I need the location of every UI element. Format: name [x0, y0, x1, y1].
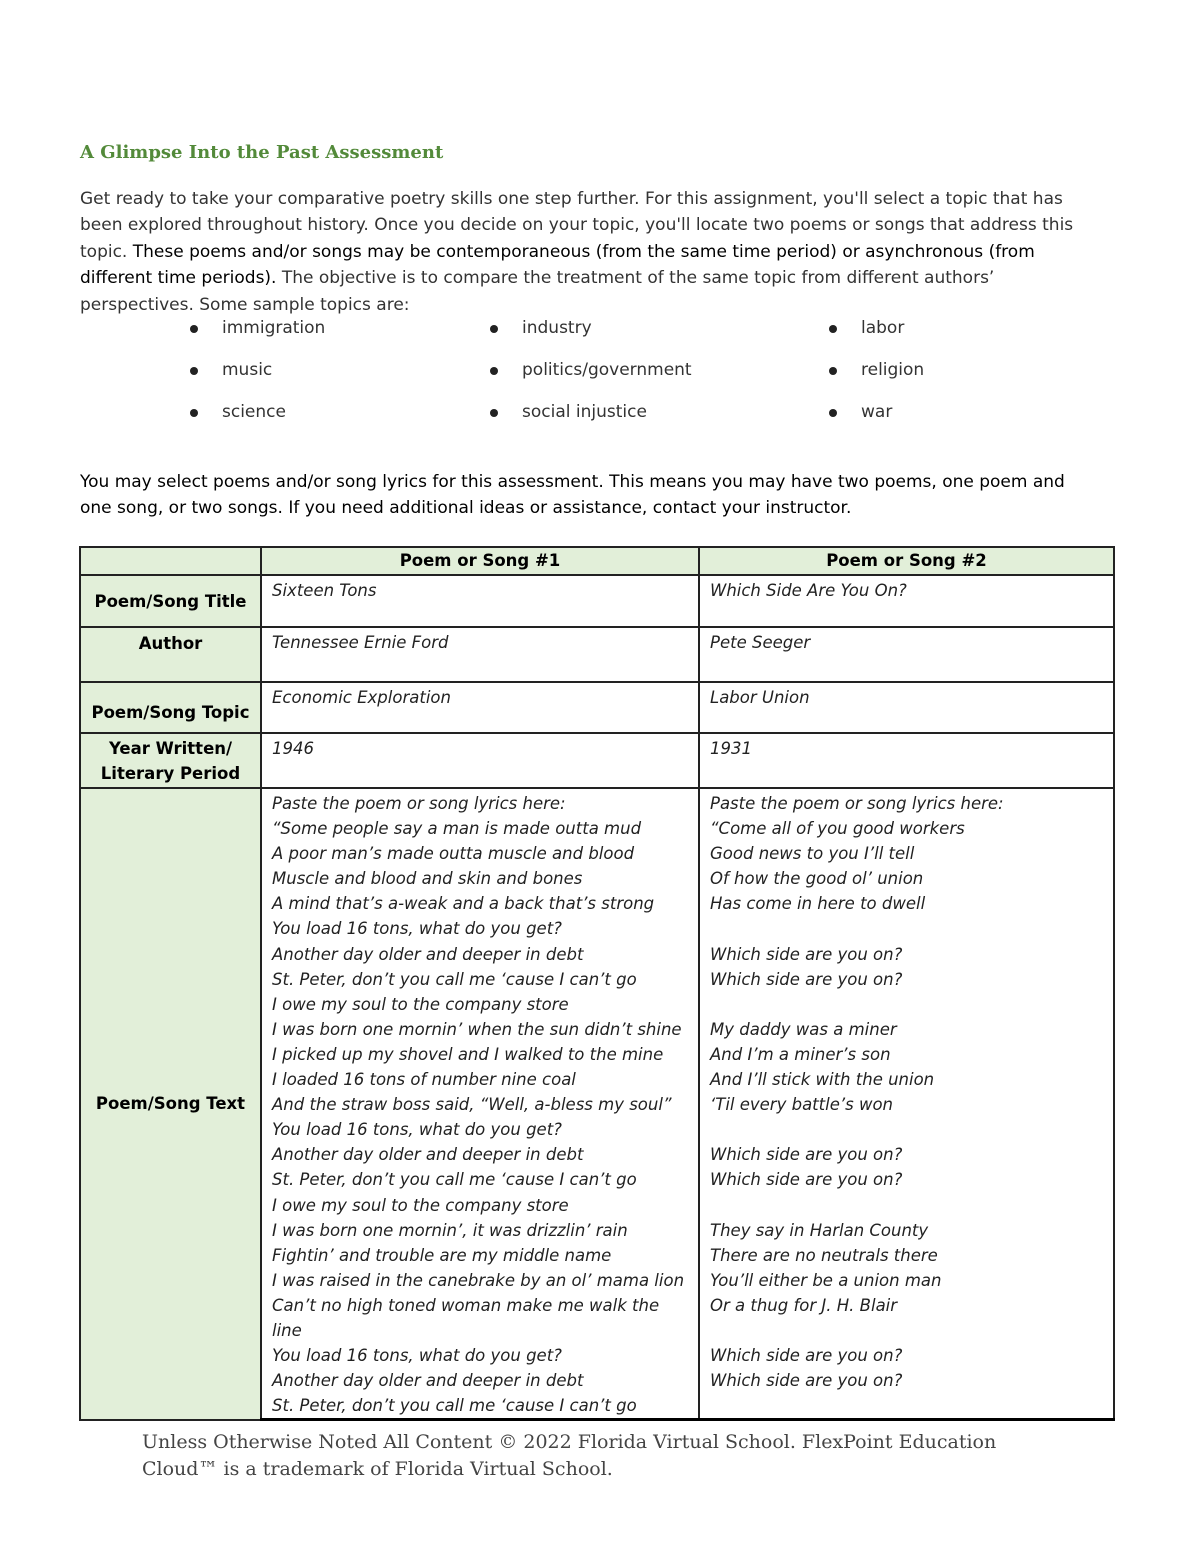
comparison-table	[79, 546, 1115, 1421]
lyric-line: A mind that’s a-weak and a back that’s strong	[272, 894, 655, 914]
lyric-line: I was born one mornin’ when the sun didn’t shine	[272, 1019, 682, 1039]
lyric-line: I picked up my shovel and I walked to the mine	[272, 1044, 664, 1064]
poem1-year-cell[interactable]: 1946	[261, 733, 699, 788]
bullet-icon	[190, 367, 198, 375]
lyric-line	[710, 1193, 1105, 1218]
lyric-line: And I’m a miner’s son	[710, 1044, 891, 1064]
poem2-title-cell[interactable]: Which Side Are You On?	[699, 575, 1114, 627]
lyric-line: Which side are you on?	[710, 944, 903, 964]
poem2-lyrics	[710, 791, 1105, 1393]
table-header-cell: Poem or Song #2	[699, 547, 1114, 575]
row-label: Poem/Song Topic	[80, 682, 261, 733]
topic-item: immigration	[222, 318, 325, 338]
page-title: A Glimpse Into the Past Assessment	[80, 142, 444, 163]
lyric-line: They say in Harlan County	[710, 1220, 929, 1240]
topic-item: labor	[861, 318, 904, 338]
poem2-topic-cell[interactable]: Labor Union	[699, 682, 1114, 733]
lyric-line: line	[272, 1320, 302, 1340]
bullet-icon	[190, 409, 198, 417]
lyric-line: Which side are you on?	[710, 1170, 903, 1190]
bullet-icon	[490, 367, 498, 375]
lyric-line	[710, 1318, 1105, 1343]
intro-paragraph	[80, 186, 1080, 318]
topic-item: social injustice	[522, 402, 647, 422]
lyric-line: You’ll either be a union man	[710, 1270, 942, 1290]
bullet-icon	[829, 325, 837, 333]
row-label: Year Written/ Literary Period	[80, 733, 261, 788]
lyric-line: You load 16 tons, what do you get?	[272, 1346, 562, 1366]
table-row	[80, 788, 1114, 1420]
lyric-line	[710, 992, 1105, 1017]
lyric-line: You load 16 tons, what do you get?	[272, 919, 562, 939]
lyric-line	[710, 1117, 1105, 1142]
table-row	[80, 575, 1114, 627]
lyric-line: You load 16 tons, what do you get?	[272, 1120, 562, 1140]
poem2-year-cell[interactable]: 1931	[699, 733, 1114, 788]
row-label: Poem/Song Text	[80, 788, 261, 1420]
lyric-line: My daddy was a miner	[710, 1019, 897, 1039]
bullet-icon	[829, 409, 837, 417]
footer-copyright: Unless Otherwise Noted All Content © 2022 Florida Virtual School. FlexPoint Education Cloud™ is a trademark of Florida Virtual School.	[142, 1431, 997, 1480]
lyric-line: ‘Til every battle’s won	[710, 1095, 893, 1115]
lyric-line: Which side are you on?	[710, 1346, 903, 1366]
lyric-line: Which side are you on?	[710, 1371, 903, 1391]
lyric-line: Another day older and deeper in debt	[272, 1145, 584, 1165]
lyric-line: Another day older and deeper in debt	[272, 944, 584, 964]
bullet-icon	[490, 409, 498, 417]
poem1-lyrics	[272, 791, 690, 1418]
lyric-line: And I’ll stick with the union	[710, 1070, 935, 1090]
lyric-line: Fightin’ and trouble are my middle name	[272, 1245, 612, 1265]
intro-part2: These poems and/or songs may be contemporaneous (from the same time period) or asynchronous (from different time periods).	[80, 241, 1035, 289]
lyric-line: I was raised in the canebrake by an ol’ mama lion	[272, 1270, 685, 1290]
row-label: Author	[80, 627, 261, 682]
topic-item: religion	[861, 360, 924, 380]
lyric-line: Good news to you I’ll tell	[710, 844, 915, 864]
lyric-line: St. Peter, don’t you call me ‘cause I can’t go	[272, 1170, 637, 1190]
topic-item: science	[222, 402, 286, 422]
topic-item: industry	[522, 318, 592, 338]
intro-part3: The objective is to compare the treatment of the same topic from different authors’ perspectives. Some sample topics are:	[80, 268, 995, 315]
lyric-line: And the straw boss said, “Well, a-bless my soul”	[272, 1095, 672, 1115]
bullet-icon	[829, 367, 837, 375]
table-header-cell	[80, 547, 261, 575]
lyric-line: “Come all of you good workers	[710, 819, 965, 839]
poem1-topic-cell[interactable]: Economic Exploration	[261, 682, 699, 733]
lyric-line: A poor man’s made outta muscle and blood	[272, 844, 635, 864]
lyric-line: Which side are you on?	[710, 969, 903, 989]
poem1-lyrics-cell[interactable]	[261, 788, 699, 1420]
lyric-line: Or a thug for J. H. Blair	[710, 1295, 898, 1315]
lyric-line: Paste the poem or song lyrics here:	[710, 794, 1004, 813]
topic-item: music	[222, 360, 272, 380]
table-row	[80, 682, 1114, 733]
lyric-line	[710, 916, 1105, 941]
poem2-author-cell[interactable]: Pete Seeger	[699, 627, 1114, 682]
topic-item: war	[861, 402, 892, 422]
lyric-line: Which side are you on?	[710, 1145, 903, 1165]
lyric-line: I owe my soul to the company store	[272, 994, 569, 1014]
sample-topics-list	[0, 316, 1200, 446]
lyric-line: I loaded 16 tons of number nine coal	[272, 1070, 576, 1090]
table-row	[80, 627, 1114, 682]
lyric-line: Has come in here to dwell	[710, 894, 926, 914]
lyric-line: I owe my soul to the company store	[272, 1195, 569, 1215]
lyric-line: “Some people say a man is made outta mud	[272, 819, 642, 839]
lyric-line: Another day older and deeper in debt	[272, 1371, 584, 1391]
intro-part1: Get ready to take your comparative poetry skills one step further. For this assignment, you'll select a topic that has been explored throughout history. Once you decide on your topic, you'll locate two poems or songs that address this topic.	[80, 189, 1074, 262]
bullet-icon	[190, 325, 198, 333]
poem2-lyrics-cell[interactable]	[699, 788, 1114, 1420]
table-header-cell: Poem or Song #1	[261, 547, 699, 575]
lyric-line: Muscle and blood and skin and bones	[272, 869, 583, 889]
lyric-line: Of how the good ol’ union	[710, 869, 924, 889]
lyric-line: St. Peter, don’t you call me ‘cause I can’t go	[272, 1396, 637, 1416]
lyric-line: Paste the poem or song lyrics here:	[272, 794, 566, 813]
bullet-icon	[490, 325, 498, 333]
poem1-author-cell[interactable]: Tennessee Ernie Ford	[261, 627, 699, 682]
table-header-row	[80, 547, 1114, 575]
lyric-line: I was born one mornin’, it was drizzlin’ rain	[272, 1220, 628, 1240]
table-row	[80, 733, 1114, 788]
lyric-line: There are no neutrals there	[710, 1245, 938, 1265]
topic-item: politics/government	[522, 360, 692, 380]
lyric-line: Can’t no high toned woman make me walk the	[272, 1295, 660, 1315]
row-label: Poem/Song Title	[80, 575, 261, 627]
poem1-title-cell[interactable]: Sixteen Tons	[261, 575, 699, 627]
closing-paragraph: You may select poems and/or song lyrics for this assessment. This means you may have two poems, one poem and one song, or two songs. If you need additional ideas or assistance, contact your instructor.	[80, 472, 1065, 519]
lyric-line: St. Peter, don’t you call me ‘cause I can’t go	[272, 969, 637, 989]
